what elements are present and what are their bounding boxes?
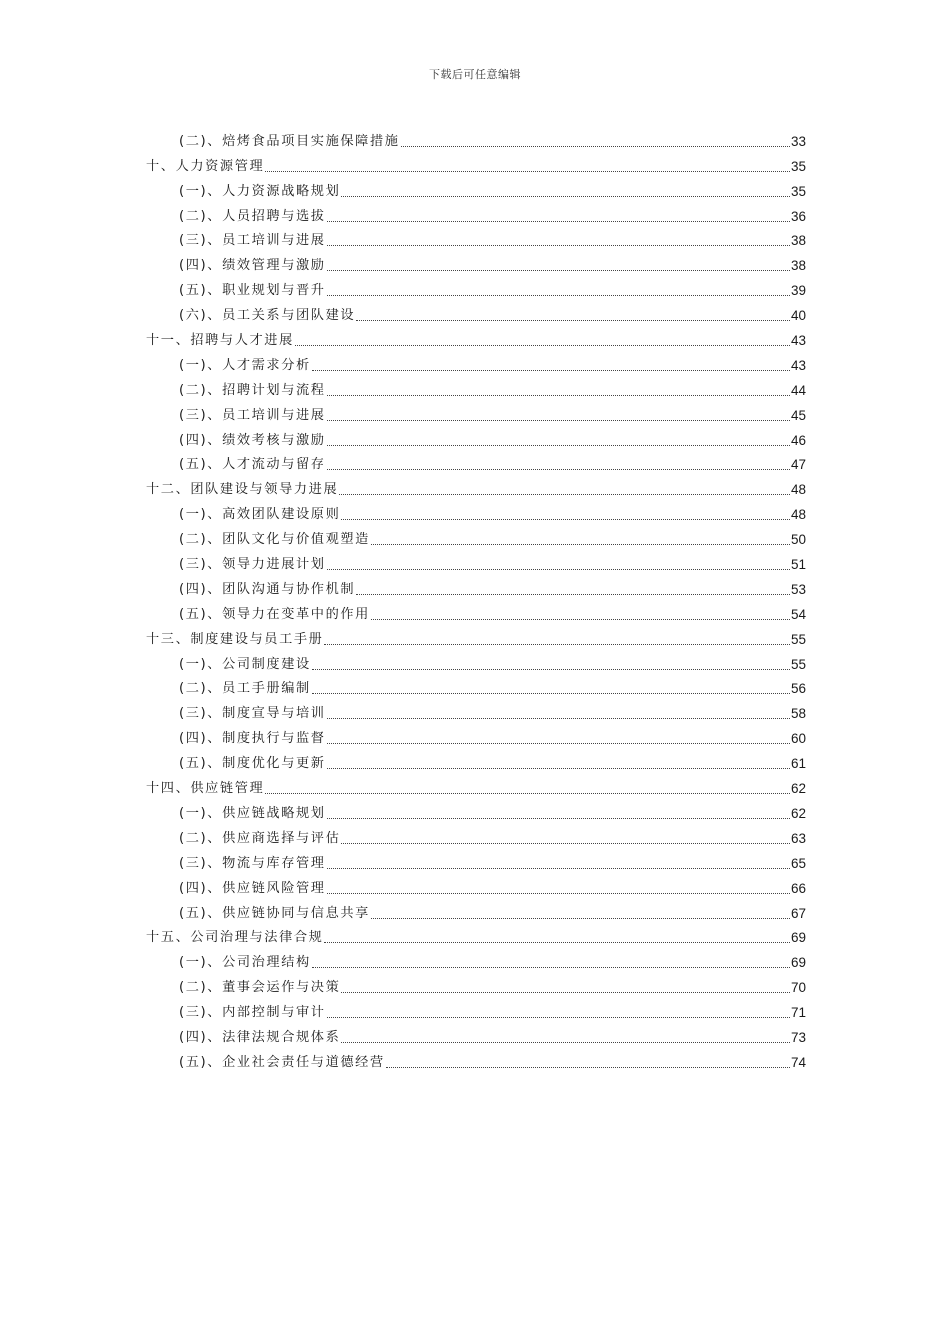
toc-dot-leader bbox=[265, 171, 790, 172]
toc-page-number: 56 bbox=[790, 681, 806, 697]
toc-page-number: 74 bbox=[790, 1054, 806, 1070]
toc-dot-leader bbox=[371, 918, 790, 919]
toc-page-number: 51 bbox=[790, 557, 806, 573]
toc-page-number: 44 bbox=[790, 382, 806, 398]
toc-dot-leader bbox=[312, 693, 790, 694]
toc-dot-leader bbox=[327, 768, 790, 769]
toc-page-number: 63 bbox=[790, 830, 806, 846]
toc-section-entry[interactable] bbox=[146, 225, 806, 250]
toc-section-entry[interactable] bbox=[146, 274, 806, 299]
toc-section-entry[interactable] bbox=[146, 349, 806, 374]
toc-page-number: 43 bbox=[790, 333, 806, 349]
toc-page-number: 36 bbox=[790, 208, 806, 224]
toc-dot-leader bbox=[327, 221, 790, 222]
toc-dot-leader bbox=[341, 992, 790, 993]
toc-page-number: 58 bbox=[790, 706, 806, 722]
toc-chapter-entry[interactable] bbox=[146, 324, 806, 349]
toc-dot-leader bbox=[341, 519, 790, 520]
toc-page-number: 55 bbox=[790, 631, 806, 647]
toc-entry-title: (三)、物流与库存管理 bbox=[179, 855, 326, 871]
toc-dot-leader bbox=[324, 942, 790, 943]
toc-entry-title: (三)、领导力进展计划 bbox=[179, 557, 326, 573]
toc-dot-leader bbox=[295, 345, 790, 346]
toc-section-entry[interactable] bbox=[146, 648, 806, 673]
toc-section-entry[interactable] bbox=[146, 299, 806, 324]
toc-dot-leader bbox=[371, 619, 790, 620]
toc-entry-title: (五)、供应链协同与信息共享 bbox=[179, 905, 370, 921]
toc-page-number: 54 bbox=[790, 606, 806, 622]
toc-section-entry[interactable] bbox=[146, 797, 806, 822]
toc-dot-leader bbox=[327, 1017, 790, 1018]
toc-section-entry[interactable] bbox=[146, 872, 806, 897]
toc-section-entry[interactable] bbox=[146, 598, 806, 623]
toc-entry-title: (二)、招聘计划与流程 bbox=[179, 382, 326, 398]
toc-page-number: 38 bbox=[790, 258, 806, 274]
toc-page-number: 53 bbox=[790, 581, 806, 597]
toc-dot-leader bbox=[371, 544, 790, 545]
toc-chapter-entry[interactable] bbox=[146, 772, 806, 797]
toc-page-number: 61 bbox=[790, 756, 806, 772]
toc-section-entry[interactable] bbox=[146, 822, 806, 847]
toc-dot-leader bbox=[312, 370, 790, 371]
toc-entry-title: (五)、职业规划与晋升 bbox=[179, 283, 326, 299]
toc-page-number: 55 bbox=[790, 656, 806, 672]
toc-entry-title: (一)、公司制度建设 bbox=[179, 656, 311, 672]
toc-chapter-entry[interactable] bbox=[146, 623, 806, 648]
toc-dot-leader bbox=[327, 270, 790, 271]
toc-page-number: 62 bbox=[790, 805, 806, 821]
toc-page-number: 62 bbox=[790, 781, 806, 797]
toc-entry-title: (三)、内部控制与审计 bbox=[179, 1005, 326, 1021]
toc-dot-leader bbox=[327, 569, 790, 570]
toc-page-number: 65 bbox=[790, 855, 806, 871]
toc-dot-leader bbox=[327, 818, 790, 819]
toc-entry-title: (二)、董事会运作与决策 bbox=[179, 980, 341, 996]
toc-page-number: 69 bbox=[790, 955, 806, 971]
page-header: 下载后可任意编辑 bbox=[429, 68, 521, 81]
toc-entry-title: (四)、团队沟通与协作机制 bbox=[179, 581, 356, 597]
toc-page-number: 33 bbox=[790, 133, 806, 149]
toc-entry-title: (四)、供应链风险管理 bbox=[179, 880, 326, 896]
toc-section-entry[interactable] bbox=[146, 498, 806, 523]
toc-entry-title: 十二、团队建设与领导力进展 bbox=[146, 482, 339, 498]
toc-page-number: 38 bbox=[790, 233, 806, 249]
toc-section-entry[interactable] bbox=[146, 200, 806, 225]
toc-page-number: 35 bbox=[790, 183, 806, 199]
toc-dot-leader bbox=[356, 594, 790, 595]
toc-section-entry[interactable] bbox=[146, 697, 806, 722]
toc-page-number: 70 bbox=[790, 980, 806, 996]
toc-entry-title: (二)、人员招聘与选拔 bbox=[179, 208, 326, 224]
toc-entry-title: (四)、绩效管理与激励 bbox=[179, 258, 326, 274]
toc-dot-leader bbox=[327, 868, 790, 869]
toc-entry-title: (三)、制度宣导与培训 bbox=[179, 706, 326, 722]
toc-entry-title: (四)、绩效考核与激励 bbox=[179, 432, 326, 448]
toc-dot-leader bbox=[341, 843, 790, 844]
toc-section-entry[interactable] bbox=[146, 399, 806, 424]
toc-dot-leader bbox=[327, 445, 790, 446]
toc-entry-title: (六)、员工关系与团队建设 bbox=[179, 308, 356, 324]
toc-entry-title: (五)、人才流动与留存 bbox=[179, 457, 326, 473]
toc-section-entry[interactable] bbox=[146, 249, 806, 274]
toc-dot-leader bbox=[386, 1067, 790, 1068]
toc-section-entry[interactable] bbox=[146, 996, 806, 1021]
toc-section-entry[interactable] bbox=[146, 1046, 806, 1071]
toc-section-entry[interactable] bbox=[146, 523, 806, 548]
toc-dot-leader bbox=[327, 743, 790, 744]
toc-entry-title: (四)、制度执行与监督 bbox=[179, 731, 326, 747]
toc-dot-leader bbox=[327, 718, 790, 719]
toc-section-entry[interactable] bbox=[146, 125, 806, 150]
toc-chapter-entry[interactable] bbox=[146, 150, 806, 175]
toc-page-number: 71 bbox=[790, 1005, 806, 1021]
toc-section-entry[interactable] bbox=[146, 971, 806, 996]
toc-entry-title: 十四、供应链管理 bbox=[146, 781, 265, 797]
toc-dot-leader bbox=[327, 469, 790, 470]
toc-page-number: 48 bbox=[790, 507, 806, 523]
toc-dot-leader bbox=[341, 1042, 790, 1043]
toc-dot-leader bbox=[327, 295, 790, 296]
toc-entry-title: 十、人力资源管理 bbox=[146, 158, 265, 174]
toc-entry-title: (一)、公司治理结构 bbox=[179, 955, 311, 971]
toc-section-entry[interactable] bbox=[146, 897, 806, 922]
toc-entry-title: (二)、供应商选择与评估 bbox=[179, 830, 341, 846]
toc-section-entry[interactable] bbox=[146, 548, 806, 573]
toc-section-entry[interactable] bbox=[146, 449, 806, 474]
toc-page-number: 43 bbox=[790, 357, 806, 373]
toc-section-entry[interactable] bbox=[146, 424, 806, 449]
toc-section-entry[interactable] bbox=[146, 374, 806, 399]
toc-section-entry[interactable] bbox=[146, 847, 806, 872]
toc-page-number: 40 bbox=[790, 308, 806, 324]
toc-page-number: 60 bbox=[790, 731, 806, 747]
toc-entry-title: (三)、员工培训与进展 bbox=[179, 233, 326, 249]
toc-page-number: 46 bbox=[790, 432, 806, 448]
toc-page-number: 67 bbox=[790, 905, 806, 921]
toc-dot-leader bbox=[341, 196, 790, 197]
toc-entry-title: 十一、招聘与人才进展 bbox=[146, 333, 294, 349]
toc-page-number: 47 bbox=[790, 457, 806, 473]
toc-entry-title: (一)、供应链战略规划 bbox=[179, 805, 326, 821]
toc-section-entry[interactable] bbox=[146, 673, 806, 698]
toc-section-entry[interactable] bbox=[146, 946, 806, 971]
toc-chapter-entry[interactable] bbox=[146, 922, 806, 947]
toc-entry-title: (二)、团队文化与价值观塑造 bbox=[179, 532, 370, 548]
toc-dot-leader bbox=[401, 146, 790, 147]
toc-dot-leader bbox=[327, 245, 790, 246]
toc-section-entry[interactable] bbox=[146, 722, 806, 747]
toc-entry-title: (五)、领导力在变革中的作用 bbox=[179, 606, 370, 622]
toc-dot-leader bbox=[312, 669, 790, 670]
toc-dot-leader bbox=[324, 644, 790, 645]
toc-page-number: 35 bbox=[790, 158, 806, 174]
toc-section-entry[interactable] bbox=[146, 1021, 806, 1046]
toc-page-number: 48 bbox=[790, 482, 806, 498]
toc-entry-title: (四)、法律法规合规体系 bbox=[179, 1029, 341, 1045]
toc-page-number: 66 bbox=[790, 880, 806, 896]
toc-chapter-entry[interactable] bbox=[146, 473, 806, 498]
toc-dot-leader bbox=[327, 420, 790, 421]
toc-section-entry[interactable] bbox=[146, 175, 806, 200]
toc-entry-title: (一)、人才需求分析 bbox=[179, 357, 311, 373]
toc-section-entry[interactable] bbox=[146, 747, 806, 772]
toc-page-number: 73 bbox=[790, 1029, 806, 1045]
toc-dot-leader bbox=[265, 793, 790, 794]
toc-dot-leader bbox=[327, 395, 790, 396]
toc-entry-title: (二)、员工手册编制 bbox=[179, 681, 311, 697]
toc-entry-title: (三)、员工培训与进展 bbox=[179, 407, 326, 423]
toc-page-number: 50 bbox=[790, 532, 806, 548]
toc-entry-title: (一)、人力资源战略规划 bbox=[179, 183, 341, 199]
toc-entry-title: (五)、企业社会责任与道德经营 bbox=[179, 1054, 385, 1070]
table-of-contents bbox=[146, 125, 806, 1071]
toc-entry-title: (五)、制度优化与更新 bbox=[179, 756, 326, 772]
toc-dot-leader bbox=[356, 320, 790, 321]
toc-section-entry[interactable] bbox=[146, 573, 806, 598]
toc-dot-leader bbox=[327, 893, 790, 894]
toc-entry-title: (一)、高效团队建设原则 bbox=[179, 507, 341, 523]
toc-page-number: 69 bbox=[790, 930, 806, 946]
toc-entry-title: 十五、公司治理与法律合规 bbox=[146, 930, 324, 946]
toc-entry-title: 十三、制度建设与员工手册 bbox=[146, 631, 324, 647]
toc-entry-title: (二)、焙烤食品项目实施保障措施 bbox=[179, 133, 400, 149]
toc-dot-leader bbox=[312, 967, 790, 968]
toc-page-number: 39 bbox=[790, 283, 806, 299]
toc-page-number: 45 bbox=[790, 407, 806, 423]
toc-dot-leader bbox=[339, 494, 790, 495]
